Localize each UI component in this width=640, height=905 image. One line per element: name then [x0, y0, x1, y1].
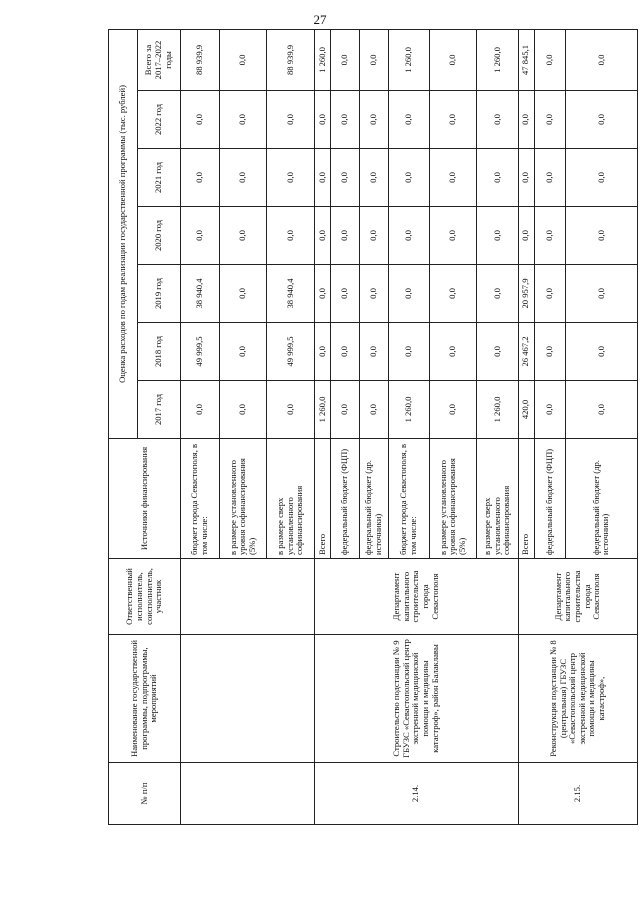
value-cell: 0,0 [181, 91, 220, 149]
value-cell: 0,0 [430, 91, 477, 149]
value-cell: 0,0 [388, 323, 429, 381]
value-cell: 0,0 [331, 29, 360, 90]
value-cell: 0,0 [534, 265, 565, 323]
value-cell: 0,0 [267, 149, 314, 207]
value-cell: 0,0 [360, 265, 389, 323]
value-cell: 0,0 [518, 207, 534, 265]
source-cell: в размере установленного уровня софинансирования (5%) [220, 439, 267, 559]
item-executor: Департамент капитального строительства города Севастополя [518, 559, 638, 635]
value-cell: 0,0 [534, 323, 565, 381]
table-row [181, 29, 220, 824]
value-cell: 0,0 [220, 29, 267, 90]
header-year-2020: 2020 год [137, 207, 180, 265]
header-estimate: Оценка расходов по годам реализации государственной программы (тыс. рублей) [109, 29, 138, 438]
value-cell: 0,0 [314, 149, 330, 207]
value-cell: 1 260,0 [477, 381, 518, 439]
value-cell: 0,0 [565, 29, 637, 90]
value-cell: 0,0 [267, 207, 314, 265]
value-cell: 0,0 [360, 207, 389, 265]
value-cell: 0,0 [220, 207, 267, 265]
value-cell: 0,0 [360, 91, 389, 149]
value-cell: 0,0 [220, 149, 267, 207]
value-cell: 0,0 [314, 207, 330, 265]
source-cell: бюджет города Севастополя, в том числе: [388, 439, 429, 559]
value-cell: 0,0 [430, 149, 477, 207]
source-cell: федеральный бюджет (ФЦП) [331, 439, 360, 559]
value-cell: 0,0 [314, 323, 330, 381]
value-cell: 0,0 [314, 265, 330, 323]
source-cell: бюджет города Севастополя, в том числе: [181, 439, 220, 559]
value-cell: 49 999,5 [181, 323, 220, 381]
value-cell: 0,0 [220, 381, 267, 439]
value-cell: 20 957,9 [518, 265, 534, 323]
value-cell: 0,0 [220, 323, 267, 381]
value-cell: 0,0 [534, 381, 565, 439]
value-cell: 0,0 [314, 91, 330, 149]
cell-executor-empty [181, 559, 315, 635]
value-cell: 0,0 [430, 381, 477, 439]
header-executor: Ответственный исполнитель, соисполнитель, участник [109, 559, 181, 635]
value-cell: 0,0 [565, 265, 637, 323]
item-name: Реконструкция подстанции № 8 (центральная) ГБУЗС «Севастопольский центр экстренной медицинской помощи и медицины катастроф», [518, 635, 638, 763]
item-number: 2.14. [314, 763, 518, 825]
value-cell: 0,0 [331, 91, 360, 149]
value-cell: 0,0 [565, 381, 637, 439]
value-cell: 0,0 [331, 265, 360, 323]
value-cell: 0,0 [331, 323, 360, 381]
source-cell: федеральный бюджет (др. источники) [565, 439, 637, 559]
value-cell: 0,0 [331, 207, 360, 265]
value-cell: 0,0 [477, 149, 518, 207]
header-source: Источники финансирования [109, 439, 181, 559]
value-cell: 0,0 [360, 323, 389, 381]
item-name: Строительство подстанции № 9 ГБУЗС «Севастопольский центр экстренной медицинской помощи и медицины катастроф», район Балаклавы [314, 635, 518, 763]
source-cell: федеральный бюджет (др. источники) [360, 439, 389, 559]
value-cell: 0,0 [388, 207, 429, 265]
value-cell: 1 260,0 [314, 381, 330, 439]
value-cell: 0,0 [181, 207, 220, 265]
cell-name-empty [181, 635, 315, 763]
value-cell: 0,0 [477, 323, 518, 381]
cell-no-empty [181, 763, 315, 825]
value-cell: 0,0 [534, 29, 565, 90]
source-cell: в размере установленного уровня софинансирования (5%) [430, 439, 477, 559]
value-cell: 0,0 [430, 207, 477, 265]
item-executor: Департамент капитального строительства города Севастополя [314, 559, 518, 635]
value-cell: 0,0 [477, 207, 518, 265]
header-year-2017: 2017 год [137, 381, 180, 439]
page-number: 27 [313, 12, 327, 27]
header-year-2022: 2022 год [137, 91, 180, 149]
value-cell: 0,0 [565, 149, 637, 207]
value-cell: 0,0 [534, 149, 565, 207]
header-year-2018: 2018 год [137, 323, 180, 381]
header-name: Наименование государственной программы, подпрограммы, мероприятий [109, 635, 181, 763]
value-cell: 26 467,2 [518, 323, 534, 381]
value-cell: 0,0 [534, 207, 565, 265]
value-cell: 420,0 [518, 381, 534, 439]
value-cell: 0,0 [565, 207, 637, 265]
header-no: № п/п [109, 763, 181, 825]
header-total: Всего за 2017–2022 годы [137, 29, 180, 90]
value-cell: 0,0 [388, 265, 429, 323]
value-cell: 0,0 [565, 91, 637, 149]
value-cell: 1 260,0 [388, 29, 429, 90]
value-cell: 47 845,1 [518, 29, 534, 90]
table-row [518, 29, 534, 824]
value-cell: 0,0 [430, 323, 477, 381]
value-cell: 1 260,0 [388, 381, 429, 439]
value-cell: 38 940,4 [267, 265, 314, 323]
source-cell: в размере сверх установленного софинансирования [267, 439, 314, 559]
value-cell: 0,0 [220, 91, 267, 149]
source-cell: Всего [518, 439, 534, 559]
value-cell: 38 940,4 [181, 265, 220, 323]
value-cell: 0,0 [518, 149, 534, 207]
rotated-table-container [108, 30, 638, 825]
value-cell: 1 260,0 [477, 29, 518, 90]
value-cell: 0,0 [267, 91, 314, 149]
value-cell: 0,0 [388, 91, 429, 149]
value-cell: 0,0 [181, 381, 220, 439]
value-cell: 49 999,5 [267, 323, 314, 381]
source-cell: федеральный бюджет (ФЦП) [534, 439, 565, 559]
header-year-2021: 2021 год [137, 149, 180, 207]
value-cell: 0,0 [331, 149, 360, 207]
value-cell: 0,0 [565, 323, 637, 381]
value-cell: 0,0 [430, 29, 477, 90]
value-cell: 0,0 [430, 265, 477, 323]
value-cell: 0,0 [181, 149, 220, 207]
value-cell: 0,0 [534, 91, 565, 149]
value-cell: 0,0 [220, 265, 267, 323]
budget-table [108, 29, 638, 825]
value-cell: 0,0 [477, 91, 518, 149]
item-number: 2.15. [518, 763, 638, 825]
value-cell: 88 939,9 [181, 29, 220, 90]
value-cell: 0,0 [518, 91, 534, 149]
value-cell: 0,0 [360, 149, 389, 207]
header-year-2019: 2019 год [137, 265, 180, 323]
value-cell: 1 260,0 [314, 29, 330, 90]
value-cell: 0,0 [360, 29, 389, 90]
value-cell: 0,0 [267, 381, 314, 439]
source-cell: в размере сверх установленного софинансирования [477, 439, 518, 559]
value-cell: 0,0 [477, 265, 518, 323]
table-row [314, 29, 330, 824]
value-cell: 0,0 [388, 149, 429, 207]
source-cell: Всего [314, 439, 330, 559]
value-cell: 0,0 [331, 381, 360, 439]
value-cell: 88 939,9 [267, 29, 314, 90]
value-cell: 0,0 [360, 381, 389, 439]
